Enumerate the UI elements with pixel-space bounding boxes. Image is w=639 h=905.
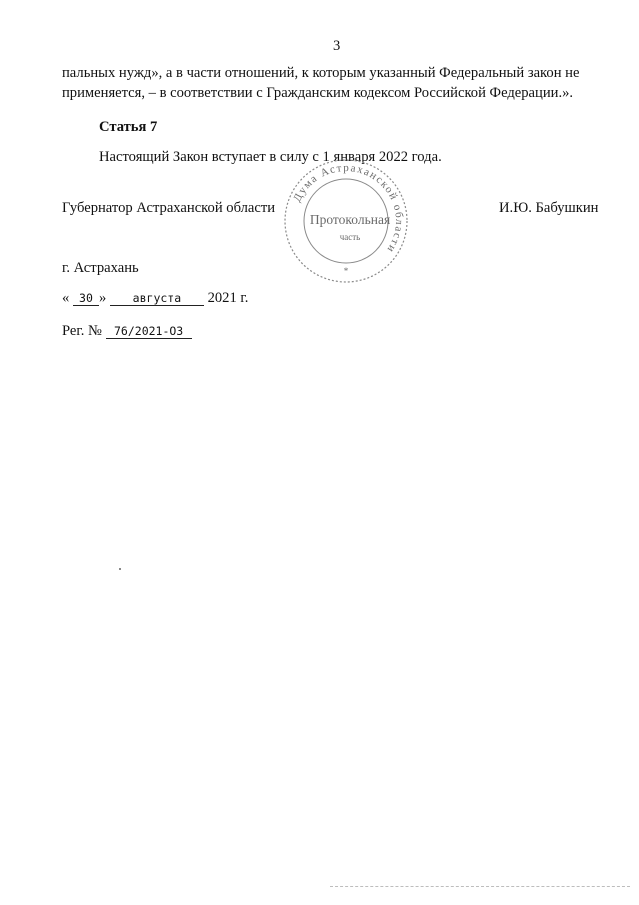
official-seal [283, 158, 409, 284]
signatory-name: И.Ю. Бабушкин [499, 200, 599, 216]
date-open-quote: « [62, 290, 70, 306]
seal-center-line-1: Протокольная [309, 212, 391, 227]
scan-speck [119, 568, 121, 570]
article-title: Статья 7 [99, 119, 158, 135]
city: г. Астрахань [62, 260, 139, 276]
footer-rule [330, 886, 630, 887]
signatory-position: Губернатор Астраханской области [62, 200, 276, 216]
date-year: 2021 г. [207, 290, 249, 306]
article-text: Настоящий Закон вступает в силу с 1 января 2022 года. [99, 149, 442, 165]
registration-number: 76/2021-ОЗ [106, 325, 192, 339]
seal-ring-text: Дума Астраханской области [291, 161, 406, 256]
paragraph-line-2: применяется, – в соответствии с Гражданским кодексом Российской Федерации.». [62, 85, 574, 101]
seal-star: * [343, 266, 349, 276]
registration-line [62, 322, 192, 340]
registration-label: Рег. № [62, 323, 102, 339]
date-close-quote: » [98, 290, 107, 306]
date-month: августа [110, 292, 204, 306]
date-line [62, 289, 248, 307]
seal-center-line-2: часть [339, 232, 361, 242]
paragraph-line-1: пальных нужд», а в части отношений, к которым указанный Федеральный закон не [62, 65, 580, 81]
page-number: 3 [333, 38, 341, 54]
date-day: 30 [73, 292, 99, 306]
